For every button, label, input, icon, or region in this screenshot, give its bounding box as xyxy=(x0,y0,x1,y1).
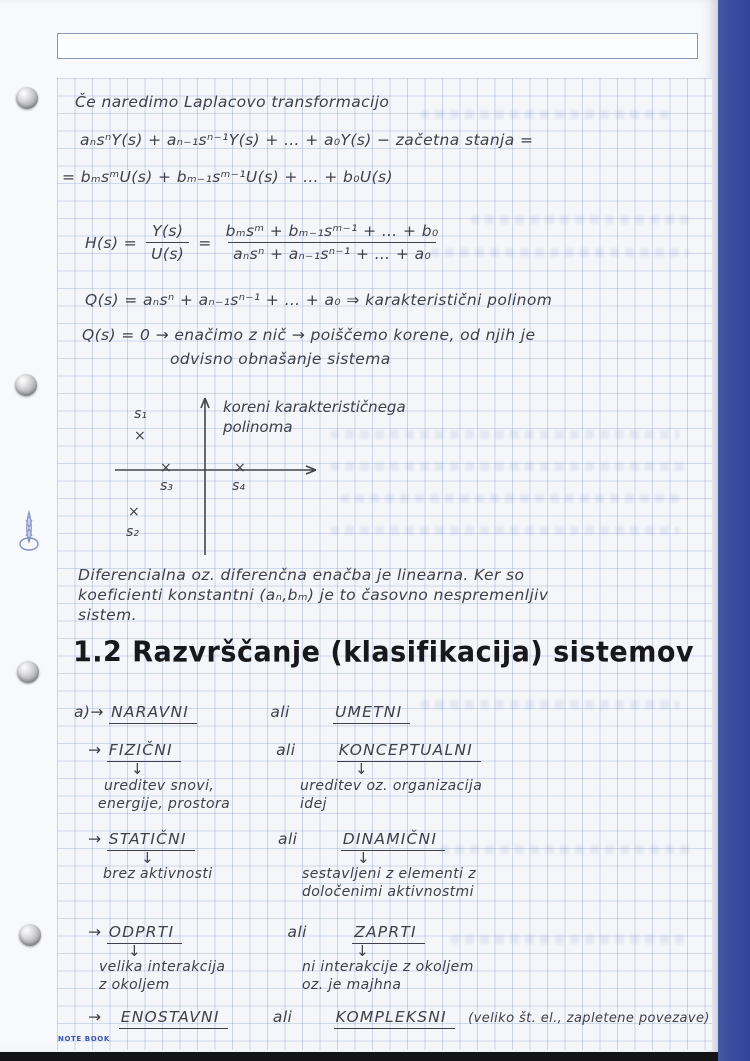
transfer-fn-right-fraction xyxy=(221,222,444,263)
category-odprti: ODPRTI xyxy=(107,923,183,944)
or-word: ali xyxy=(272,1008,293,1026)
category-kompleksni: KOMPLEKSNI xyxy=(334,1008,455,1029)
notebook-brand-label: NOTE BOOK xyxy=(58,1035,110,1043)
q-equation: Q(s) = aₙsⁿ + aₙ₋₁sⁿ⁻¹ + … + a₀ xyxy=(85,291,342,309)
note-fizicni-1: ureditev snovi, xyxy=(104,778,215,794)
note-konceptualni-2: idej xyxy=(300,796,327,812)
right-arrow-icon: → xyxy=(88,741,102,759)
bleed-through-marks xyxy=(420,110,670,119)
section-heading: 1.2 Razvrščanje (klasifikacija) sistemov xyxy=(73,636,695,669)
right-arrow-icon: → xyxy=(88,923,102,941)
classification-row-naravni xyxy=(74,703,410,721)
denominator: aₙsⁿ + aₙ₋₁sⁿ⁻¹ + … + a₀ xyxy=(228,242,436,263)
transfer-function-equation xyxy=(85,222,444,263)
root-s2-label: s₂ xyxy=(126,524,139,540)
category-dinamicni: DINAMIČNI xyxy=(341,830,445,851)
category-konceptualni: KONCEPTUALNI xyxy=(337,741,481,762)
binder-spine xyxy=(718,0,750,1061)
category-staticni: STATIČNI xyxy=(107,830,195,851)
denominator: U(s) xyxy=(146,242,189,263)
category-fizicni: FIZIČNI xyxy=(107,741,181,762)
root-s1-label: s₁ xyxy=(134,406,147,422)
plot-annotation-line2: polinoma xyxy=(223,418,293,436)
note-staticni-1: brez aktivnosti xyxy=(103,866,213,882)
numerator: bₘsᵐ + bₘ₋₁sᵐ⁻¹ + … + b₀ xyxy=(225,222,439,240)
bleed-through-marks xyxy=(450,935,690,944)
note-odprti-2: z okoljem xyxy=(99,977,170,993)
laplace-equation-rhs: = bₘsᵐU(s) + bₘ₋₁sᵐ⁻¹U(s) + … + b₀U(s) xyxy=(62,168,393,186)
down-arrow-icon: ↓ xyxy=(131,760,144,778)
roots-line-1: Q(s) = 0 → enačimo z nič → poiščemo korene, od njih je xyxy=(82,326,536,344)
punch-hole xyxy=(16,87,38,109)
classification-row-enostavni xyxy=(88,1008,710,1026)
or-word: ali xyxy=(276,741,296,759)
category-umetni: UMETNI xyxy=(333,703,410,724)
note-zaprti-2: oz. je majhna xyxy=(302,977,402,993)
root-s3-label: s₃ xyxy=(160,478,173,494)
category-naravni: NARAVNI xyxy=(109,703,197,724)
transfer-fn-lhs: H(s) = xyxy=(85,233,138,252)
linearity-paragraph-line2: koeficienti konstantni (aₙ,bₘ) je to časovno nespremenljiv xyxy=(78,586,549,604)
plot-annotation-line1: koreni karakterističnega xyxy=(223,398,406,416)
or-word: ali xyxy=(270,703,290,721)
equals-sign: = xyxy=(198,233,212,252)
down-arrow-icon: ↓ xyxy=(141,849,154,867)
right-arrow-icon: → xyxy=(88,830,102,848)
bleed-through-marks xyxy=(420,700,680,709)
roots-line-2: odvisno obnašanje sistema xyxy=(170,350,391,368)
right-arrow-icon: → xyxy=(90,703,104,721)
linearity-paragraph-line1: Diferencialna oz. diferenčna enačba je linearna. Ker so xyxy=(78,566,525,584)
note-odprti-1: velika interakcija xyxy=(99,959,226,975)
root-s3-mark: × xyxy=(160,460,172,476)
classification-row-fizicni xyxy=(88,741,481,759)
scan-edge-bar xyxy=(0,1052,718,1061)
punch-hole xyxy=(17,661,39,683)
down-arrow-icon: ↓ xyxy=(357,849,370,867)
laplace-equation-lhs: aₙsⁿY(s) + aₙ₋₁sⁿ⁻¹Y(s) + … + a₀Y(s) − začetna stanja = xyxy=(80,131,534,149)
bleed-through-marks xyxy=(440,845,690,854)
root-s1-mark: × xyxy=(134,428,146,444)
bleed-through-marks xyxy=(430,248,690,257)
or-word: ali xyxy=(278,830,298,848)
linearity-paragraph-line3: sistem. xyxy=(78,606,137,624)
punch-hole xyxy=(19,924,41,946)
category-enostavni: ENOSTAVNI xyxy=(119,1008,228,1029)
transfer-fn-left-fraction xyxy=(146,222,189,263)
right-arrow-icon: → xyxy=(88,1008,102,1026)
note-zaprti-1: ni interakcije z okoljem xyxy=(302,959,474,975)
note-dinamicni-2: določenimi aktivnostmi xyxy=(302,884,474,900)
root-s2-mark: × xyxy=(128,504,140,520)
char-poly-label: karakteristični polinom xyxy=(365,291,553,309)
or-word: ali xyxy=(287,923,307,941)
root-s4-mark: × xyxy=(234,460,246,476)
implies-arrow-icon: ⇒ xyxy=(346,291,360,309)
down-arrow-icon: ↓ xyxy=(128,942,141,960)
note-fizicni-2: energije, prostora xyxy=(98,796,231,812)
item-marker: a) xyxy=(74,703,91,721)
down-arrow-icon: ↓ xyxy=(356,942,369,960)
characteristic-polynomial-line xyxy=(85,291,552,309)
characteristic-roots-plot xyxy=(108,388,438,563)
brand-stamp-icon xyxy=(16,506,42,552)
root-s4-label: s₄ xyxy=(232,478,245,494)
note-konceptualni-1: ureditev oz. organizacija xyxy=(300,778,483,794)
numerator: Y(s) xyxy=(152,222,184,240)
down-arrow-icon: ↓ xyxy=(355,760,368,778)
kompleksni-note: (veliko št. el., zapletene povezave) xyxy=(468,1011,710,1026)
classification-row-staticni xyxy=(88,830,445,848)
classification-row-odprti xyxy=(88,923,425,941)
bleed-through-marks xyxy=(470,215,690,224)
laplace-intro-line: Če naredimo Laplacovo transformacijo xyxy=(75,93,390,111)
punch-hole xyxy=(15,374,37,396)
title-box xyxy=(57,33,698,59)
category-zaprti: ZAPRTI xyxy=(352,923,425,944)
note-dinamicni-1: sestavljeni z elementi z xyxy=(302,866,476,882)
